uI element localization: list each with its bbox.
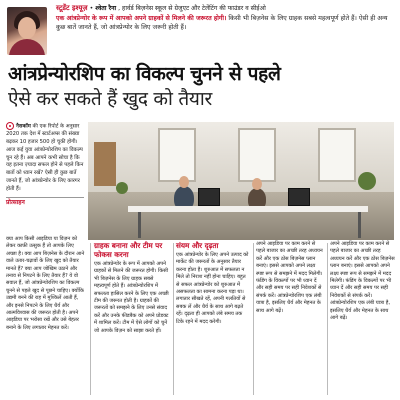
section-label: स्टूडेंट इश्यूज़ [56,4,88,12]
intro-highlight: एक आंत्रप्रेन्योर के रूप में आपको अपने ग्राहकों से मिलने की जरूरत होगी। [56,15,227,22]
column-3-text: एक आंत्रप्रेन्योर के लिए अपने उत्पाद को मार्केट की जरूरतों के अनुसार तैयार करना होता है। शुरुआत में सफलता न मिले तो निराश नहीं होना चाहिए। बहुत से सफल आंत्रप्रेन्योर को शुरुआत में असफलता का सामना करना पड़ा था। लगातार सीखते रहें, अपनी गलतियों से सबक लें और धैर्य के साथ आगे बढ़ते रहें। दृढ़ता ही आपको लंबे समय तक टिके रहने में मदद करेगी। [176,252,249,325]
column-divider [173,243,174,395]
column-3-heading: संयम और दृढ़ता [176,241,219,250]
article-header [0,0,400,60]
article-column-1 [6,236,86,332]
column-divider [90,243,91,395]
column-2-heading: ग्राहक बनाना और टीम पर फोकस करना [94,241,163,259]
left-column-subhead: प्रोत्साहन [6,197,84,207]
intro-body: किसी भी बिज़नेस के लिए ग्राहक सबसे महत्वपूर्ण होते हैं। ऐसी ही अन्य कुछ बातें जानते हैं, जो आंत्रप्रेन्योर के लिए जरूरी होती हैं। [56,15,388,31]
article-column-4 [256,241,324,315]
article-column-2 [94,241,170,335]
column-1-text: क्या आप किसी आइडिया या विज़न को लेकर काफ़ी उत्सुक हैं तो आपके लिए अच्छा है। क्या आप बिज़नेस के दौरान आने वाले उतार-चढ़ावों के लिए खुद को तैयार मानते हैं? क्या आप जोखिम उठाने और तनाव से निपटने के लिए तैयार हैं? ये वो सवाल हैं, जो आंत्रप्रेन्योरशिप का विकल्प चुनने से पहले खुद से पूछने चाहिए। क्योंकि उद्यमी बनने की राह में मुश्किलें आती हैं, और इनसे निपटने के लिए धैर्य और आत्मविश्वास की जरूरत होती है। अपने आइडिया पर भरोसा रखें और उसे बेहतर बनाने के लिए लगातार मेहनत करें। [6,236,85,331]
report-icon [6,122,14,130]
left-column-lead: नैसकॉम [16,123,31,130]
byline: स्टूडेंट इश्यूज़ • श्वेता रैना , हार्वर्ड बिज़नेस स्कूल से ग्रेजुएट और टेलेंटिंग की फाउंडर व सीईओ [56,4,266,12]
author-description: , हार्वर्ड बिज़नेस स्कूल से ग्रेजुएट और टेलेंटिंग की फाउंडर व सीईओ [118,5,266,12]
column-divider [253,243,254,395]
column-4-text: अपने आइडिया पर काम करने से पहले बाजार का अच्छी तरह अध्ययन करें और एक ठोस बिज़नेस प्लान बनाएं। इससे आपको अपने लक्ष्य स्पष्ट रूप से समझने में मदद मिलेगी। फंडिंग के विकल्पों पर भी ध्यान दें और सही समय पर सही निवेशकों से संपर्क करें। आंत्रप्रेन्योरशिप एक लंबी यात्रा है, इसलिए धैर्य और मेहनत के साथ आगे बढ़ें। [256,241,323,314]
article-column-3 [176,241,250,326]
left-column-text: की एक रिपोर्ट के अनुसार 2020 तक देश में स्टार्टअप्स की संख्या बढ़कर 10 हजार 500 हो चुकी होगी। आज कई युवा आंत्रप्रेन्योरशिप का विकल्प चुन रहे हैं। अब आपने कभी सोचा है कि यह इतना ज़्यादा सफल होने से पहले किन बातों को ध्यान रखें? ऐसी ही कुछ बातें जानते हैं, जो आंत्रप्रेन्योर के लिए कारगर होती हैं। [6,123,84,192]
author-photo [7,7,47,55]
column-divider [327,243,328,395]
office-photo [88,122,394,240]
column-5-text: अपने आइडिया पर काम करने से पहले बाजार का अच्छी तरह अध्ययन करें और एक ठोस बिज़नेस प्लान बनाएं। इससे आपको अपने लक्ष्य स्पष्ट रूप से समझने में मदद मिलेगी। फंडिंग के विकल्पों पर भी ध्यान दें और सही समय पर सही निवेशकों से संपर्क करें। आंत्रप्रेन्योरशिप एक लंबी यात्रा है, इसलिए धैर्य और मेहनत के साथ आगे बढ़ें। [330,241,395,322]
author-name: श्वेता रैना [95,5,117,12]
left-column [6,122,84,206]
subheadline: ऐसे कर सकते हैं खुद को तैयार [8,88,212,110]
headline: आंत्रप्रेन्योरशिप का विकल्प चुनने से पहले [8,63,281,85]
article-column-5 [330,241,396,322]
column-2-text: एक आंत्रप्रेन्योर के रूप में आपको अपने ग्राहकों से मिलने की जरूरत होगी। किसी भी बिज़नेस के लिए ग्राहक सबसे महत्वपूर्ण होते हैं। आंत्रप्रेन्योरशिप में सफलता हासिल करने के लिए एक अच्छी टीम की जरूरत होती है। ग्राहकों की जरूरतों को समझने के लिए उनसे संवाद करें और उनके फीडबैक को अपने प्रोडक्ट में शामिल करें। टीम में ऐसे लोगों को चुनें जो आपके विज़न को साझा करते हों। [94,261,169,334]
intro-text [56,14,394,32]
